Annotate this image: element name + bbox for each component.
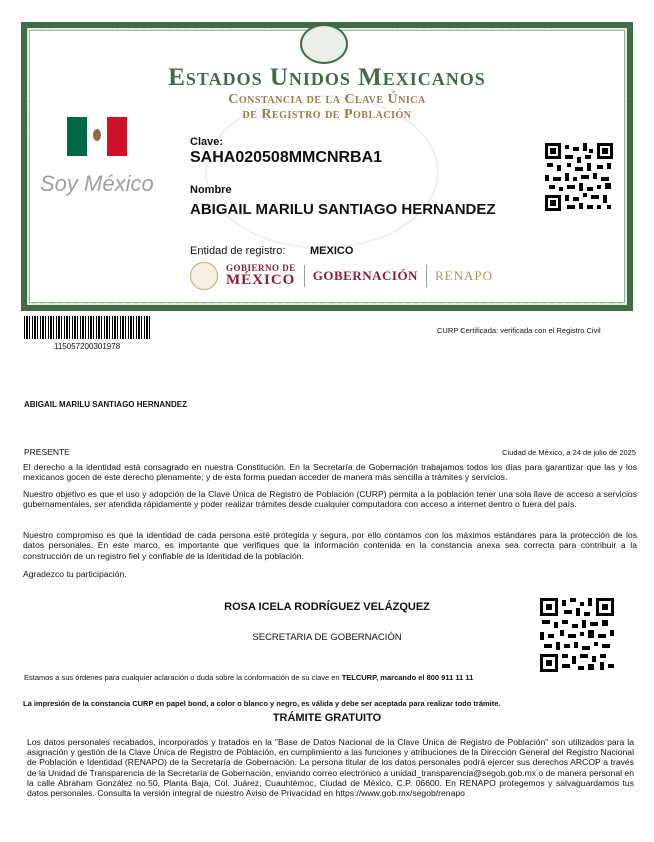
signature-qr-code: [540, 598, 614, 672]
country-title: Estados Unidos Mexicanos: [168, 64, 486, 91]
clave-value: SAHA020508MMCNRBA1: [190, 149, 383, 166]
certified-note: CURP Certificada: verificada con el Registro Civil: [437, 326, 601, 335]
barcode: [24, 316, 152, 339]
signer-title: SECRETARIA DE GOBERNACIÓN: [252, 632, 402, 643]
letter-paragraph-3: Nuestro compromiso es que la identidad de cada persona esté protegida y segura, por ello contamos con los máximos estándares para la protección de los datos personales. En este marco, es importante que verifiques que la información contenida en la constancia anexa sea correcta para contribuir a la construcción de un registro fiel y confiable de la identidad de la población.: [23, 530, 637, 561]
contact-line: Estamos a sus órdenes para cualquier aclaración o duda sobre la conformación de su clave en TELCURP, marcando el 800 911 11 11: [24, 673, 474, 682]
entidad-value: MEXICO: [310, 245, 354, 257]
document-title-line-2: de Registro de Población: [242, 107, 412, 122]
letter-paragraph-2: Nuestro objetivo es que el uso y adopción de la Clave Única de Registro de Población (CURP) permita a la población tener una sola llave de acceso a servicios gubernamentales, ser atendida rápidamente y poder realizar trámites desde cualquier computadora con acceso a internet dentro o fuera del país.: [23, 489, 637, 510]
presente-label: PRESENTE: [24, 447, 70, 457]
renapo-logo: RENAPO: [434, 268, 493, 283]
gobierno-de-mexico-logo: GOBIERNO DE MÉXICO: [226, 263, 296, 288]
document-title-line-1: Constancia de la Clave Única: [228, 92, 426, 107]
privacy-notice: Los datos personales recabados, incorporados y tratados en la "Base de Datos Nacional de la Clave Única de Registro de Población" son utilizados para la asignación y gestión de la Clave Única de Registro de Población, en cumplimiento a las funciones y atribuciones de la Dirección General del Registro Nacional de Población e Identidad (RENAPO) de la Secretaría de Gobernación. La persona titular de los datos personales podrá ejercer sus derechos ARCOP a través de la Unidad de Transparencia de la Secretaría de Gobernación, enviando correo electrónico a unidad_transparencia@segob.gob.mx o de manera personal en la calle Abraham González no.50, Planta Baja, Col. Juárez, Cuauhtémoc, Ciudad de México, C.P. 06600. En RENAPO protegemos y salvaguardamos tus datos personales. Consulta la versión integral de nuestro Aviso de Privacidad en https://www.gob.mx/segob/renapo: [27, 737, 634, 799]
letter-recipient: ABIGAIL MARILU SANTIAGO HERNANDEZ: [24, 400, 187, 409]
tramite-gratuito: TRÁMITE GRATUITO: [272, 712, 382, 724]
logo-divider: [304, 265, 305, 287]
print-validity-note: La impresión de la constancia CURP en papel bond, a color o blanco y negro, es válida y debe ser aceptada para realizar todo trámite.: [23, 699, 501, 708]
mexican-flag-icon: [67, 117, 127, 156]
certificate-qr-code: [545, 143, 613, 211]
signer-name: ROSA ICELA RODRÍGUEZ VELÁZQUEZ: [224, 601, 430, 613]
government-logos: [190, 262, 493, 290]
thanks-line: Agradezco tu participación.: [23, 569, 127, 579]
clave-label: Clave:: [190, 136, 224, 148]
national-seal-icon: [300, 24, 348, 64]
escudo-icon: [190, 262, 218, 290]
place-and-date: Ciudad de México, a 24 de julio de 2025: [502, 448, 636, 457]
letter-paragraph-1: El derecho a la identidad está consagrado en nuestra Constitución. En la Secretaría de Gobernación trabajamos todos los días para garantizar que las y los mexicanos gocen de este derecho plenamente; y de esta forma puedan acceder de manera más sencilla a trámites y servicios.: [23, 462, 637, 483]
telcurp-phone: TELCURP, marcando el 800 911 11 11: [341, 673, 474, 682]
barcode-number: 115057200301978: [54, 342, 121, 351]
gobernacion-logo: GOBERNACIÓN: [312, 268, 418, 283]
nombre-label: Nombre: [190, 184, 232, 196]
logo-divider: [426, 265, 427, 287]
soy-mexico-label: Soy México: [40, 171, 154, 196]
entidad-label: Entidad de registro:: [190, 245, 286, 257]
nombre-value: ABIGAIL MARILU SANTIAGO HERNANDEZ: [190, 201, 496, 218]
